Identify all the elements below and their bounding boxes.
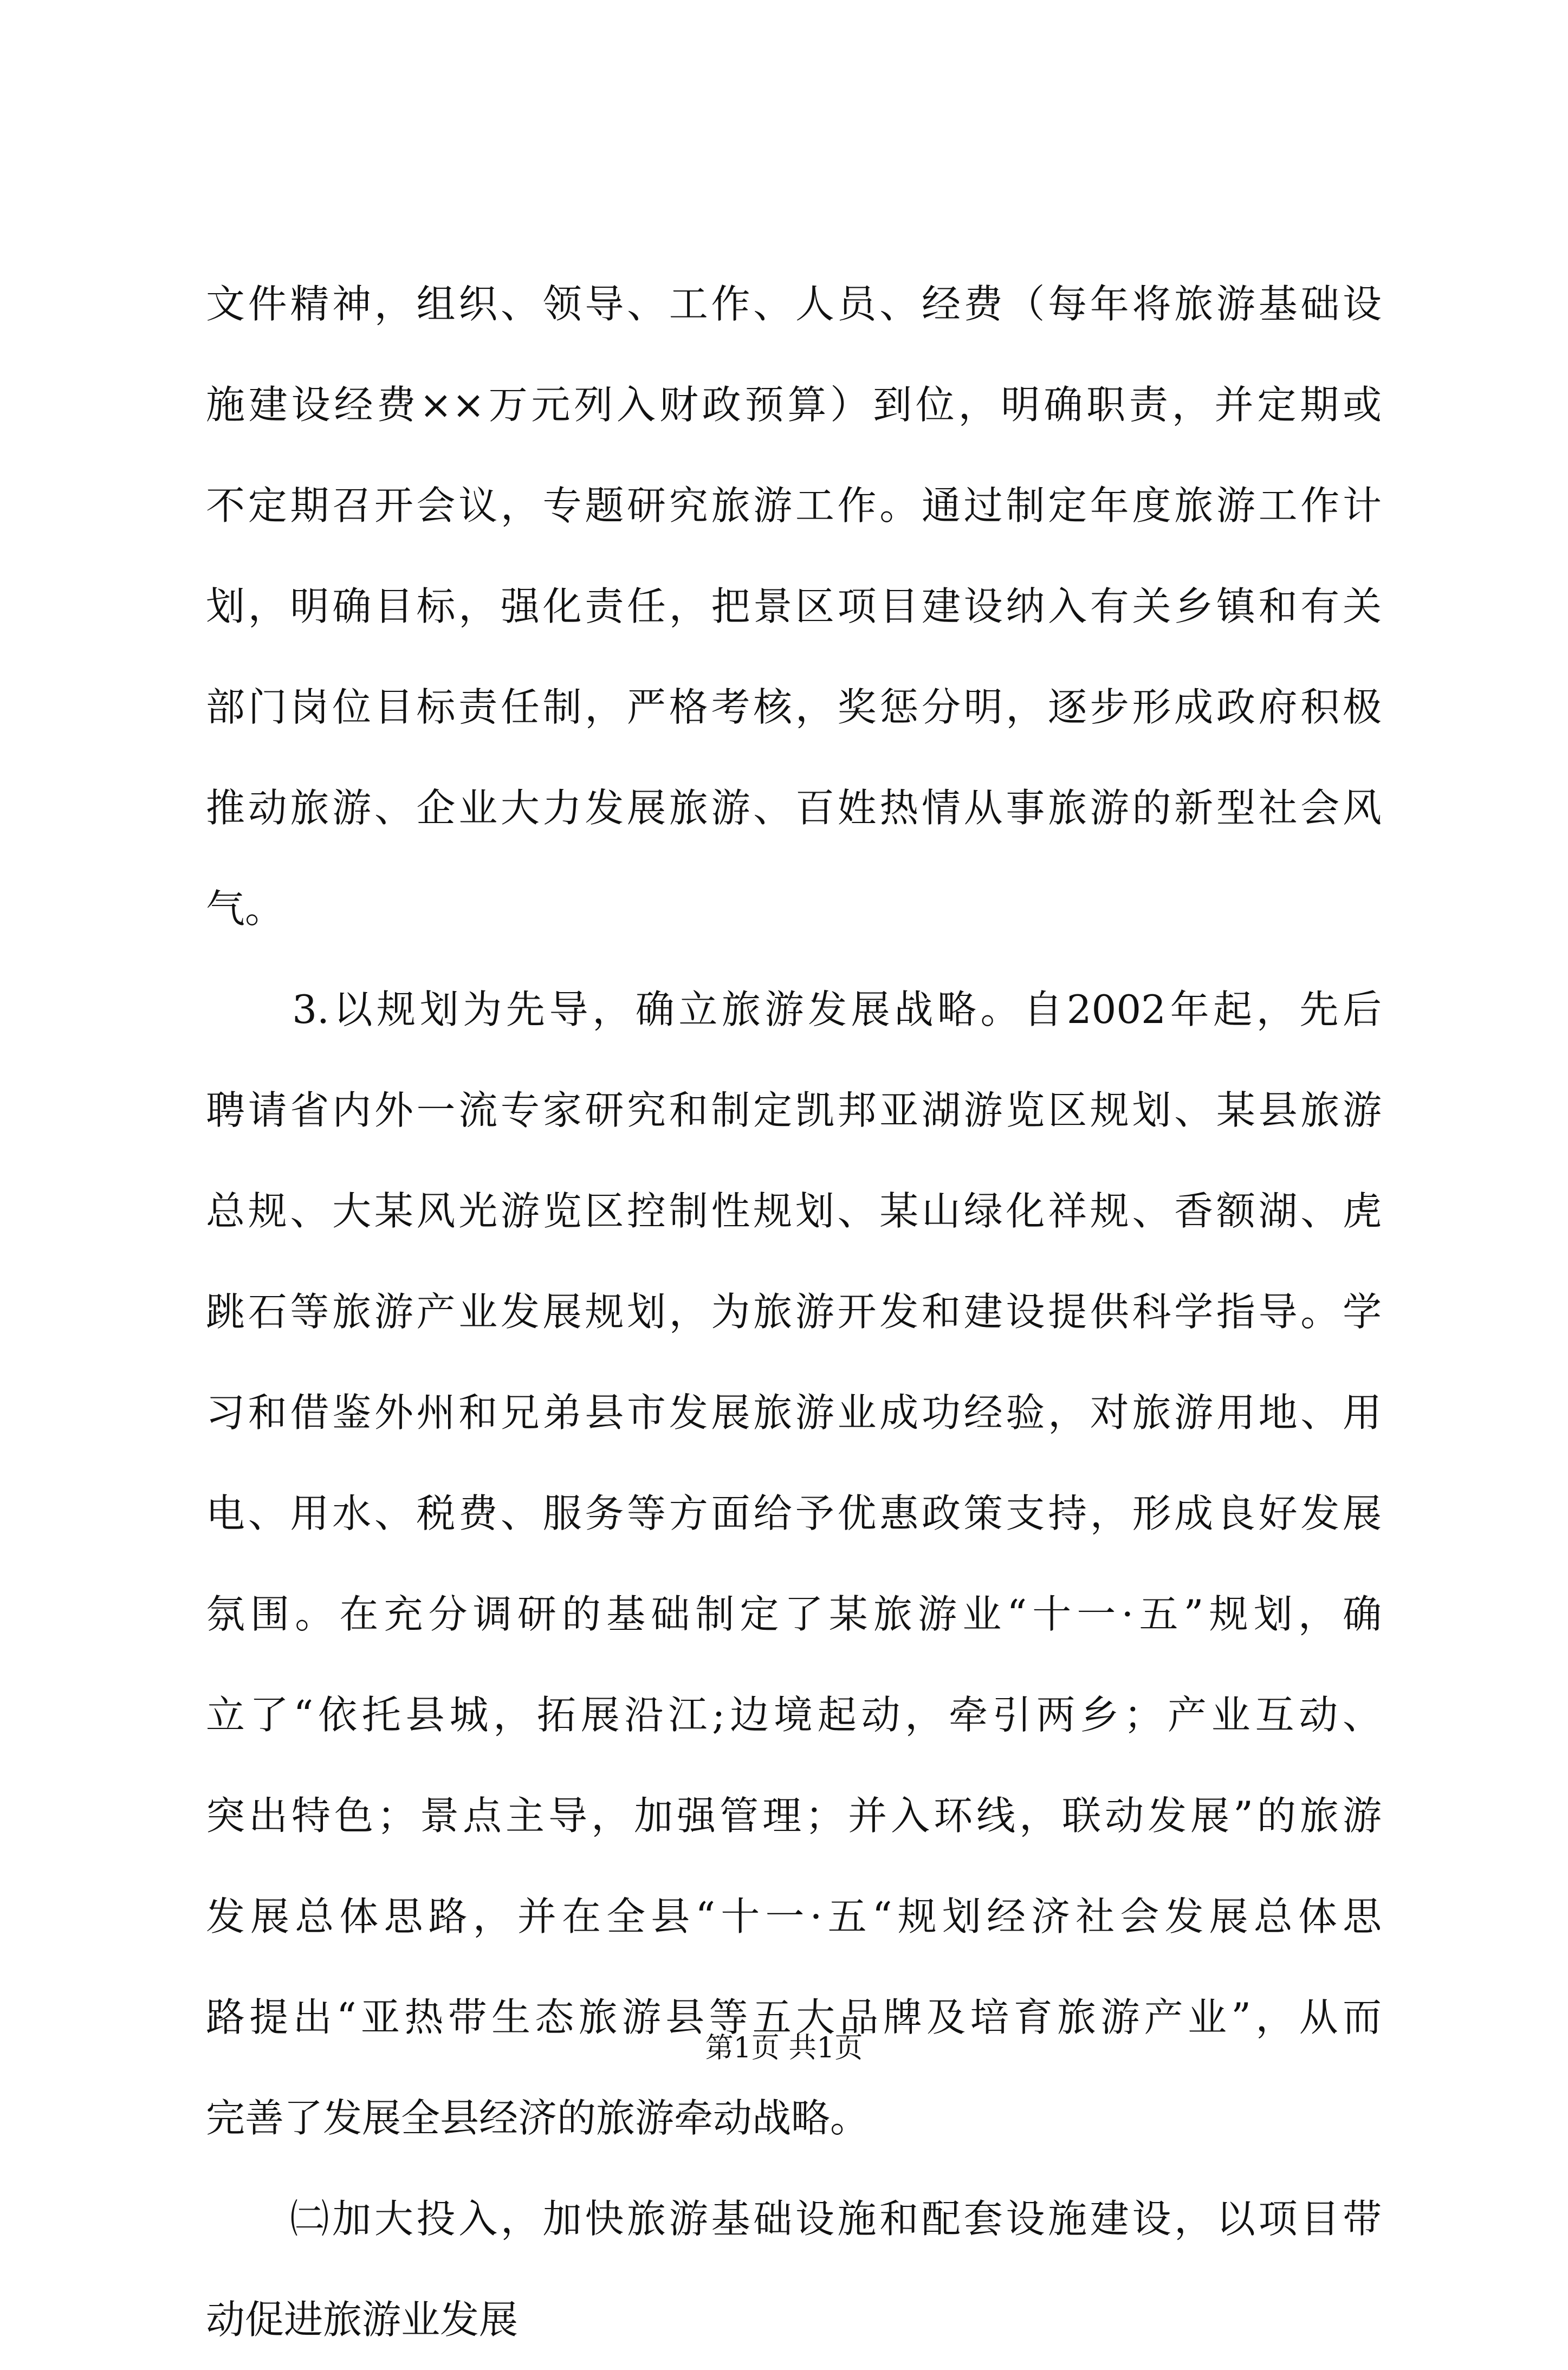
text-line: 聘请省内外一流专家研究和制定凯邦亚湖游览区规划、某县旅游 [206,1087,1382,1133]
text-line: 动促进旅游业发展 [206,2297,519,2342]
text-line: ㈡加大投入，加快旅游基础设施和配套设施建设，以项目带 [206,2196,1382,2242]
text-line: 气。 [206,886,284,931]
text-line: 完善了发展全县经济的旅游牵动战略。 [206,2095,870,2141]
text-line: 习和借鉴外州和兄弟县市发展旅游业成功经验，对旅游用地、用 [206,1390,1382,1435]
text-line: 不定期召开会议，专题研究旅游工作。通过制定年度旅游工作计 [206,483,1382,528]
text-line: 立了“依托县城，拓展沿江;边境起动，牵引两乡；产业互动、 [206,1692,1382,1738]
text-line: 发展总体思路，并在全县“十一·五“规划经济社会发展总体思 [206,1894,1382,1939]
text-line: 推动旅游、企业大力发展旅游、百姓热情从事旅游的新型社会风 [206,785,1382,831]
text-line: 跳石等旅游产业发展规划，为旅游开发和建设提供科学指导。学 [206,1289,1382,1335]
text-line: 划，明确目标，强化责任，把景区项目建设纳入有关乡镇和有关 [206,584,1382,629]
text-line: 施建设经费××万元列入财政预算）到位，明确职责，并定期或 [206,382,1382,428]
text-line: 部门岗位目标责任制，严格考核，奖惩分明，逐步形成政府积极 [206,684,1382,730]
text-line: 3.以规划为先导，确立旅游发展战略。自2002年起，先后 [206,987,1382,1032]
text-line: 总规、大某风光游览区控制性规划、某山绿化祥规、香额湖、虎 [206,1188,1382,1234]
text-line: 文件精神，组织、领导、工作、人员、经费（每年将旅游基础设 [206,281,1382,327]
text-line: 电、用水、税费、服务等方面给予优惠政策支持，形成良好发展 [206,1491,1382,1536]
text-line: 突出特色；景点主导，加强管理；并入环线，联动发展”的旅游 [206,1793,1382,1838]
text-line: 氛围。在充分调研的基础制定了某旅游业“十一·五”规划，确 [206,1591,1382,1637]
text-line: 路提出“亚热带生态旅游县等五大品牌及培育旅游产业”，从而 [206,1995,1382,2040]
page-number-footer: 第1页 共1页 [705,2032,863,2064]
